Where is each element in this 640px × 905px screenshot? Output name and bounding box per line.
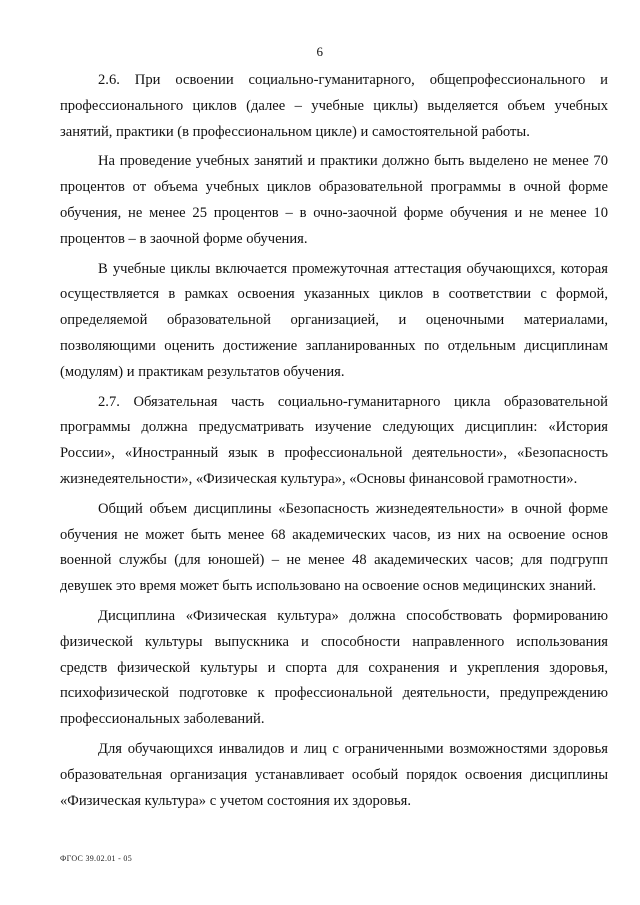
footer-standard-code: ФГОС 39.02.01 - 05 — [60, 854, 133, 863]
paragraph-intermediate-assessment: В учебные циклы включается промежуточная аттестация обучающихся, которая осуществляется в рамках освоения указанных циклов в соответствии с формой, определяемой образовательной организацией, и оценочными материалами, позволяющими оценить достижение запланированных по отдельным дисциплинам (модулям) и практикам результатов обучения. — [60, 260, 608, 380]
page-number: 6 — [316, 44, 324, 59]
paragraph-disabled-students: Для обучающихся инвалидов и лиц с ограниченными возможностями здоровья образовательная организация устанавливает особый порядок освоения дисциплины «Физическая культура» с учетом состояния их здоровья. — [60, 740, 608, 809]
paragraph-physical-culture: Дисциплина «Физическая культура» должна способствовать формированию физической культуры выпускника и способности направленного использования средств физической культуры и спорта для сохранения и укрепления здоровья, психофизической подготовке к профессиональной деятельности, предупреждению профессиональных заболеваний. — [60, 607, 608, 728]
paragraph-2-6: 2.6. При освоении социально-гуманитарного, общепрофессионального и профессионального циклов (далее – учебные циклы) выделяется объем учебных занятий, практики (в профессиональном цикле) и самостоятельной работы. — [60, 72, 608, 140]
paragraph-2-7: 2.7. Обязательная часть социально-гуманитарного цикла образовательной программы должна предусматривать изучение следующих дисциплин: «История России», «Иностранный язык в профессиональной деятельности», «Безопасность жизнедеятельности», «Физическая культура», «Основы финансовой грамотности». — [60, 393, 608, 487]
paragraph-practice-volume: На проведение учебных занятий и практики должно быть выделено не менее 70 процентов от объема учебных циклов образовательной программы в очной форме обучения, не менее 25 процентов – в очно-заочной форме обучения и не менее 10 процентов – в заочной форме обучения. — [60, 153, 608, 247]
document-body — [60, 68, 608, 818]
paragraph-life-safety-volume: Общий объем дисциплины «Безопасность жизнедеятельности» в очной форме обучения не может быть менее 68 академических часов, из них на освоение основ военной службы (для юношей) – не менее 48 академических часов; для подгрупп девушек это время может быть использовано на освоение основ медицинских знаний. — [60, 500, 608, 595]
